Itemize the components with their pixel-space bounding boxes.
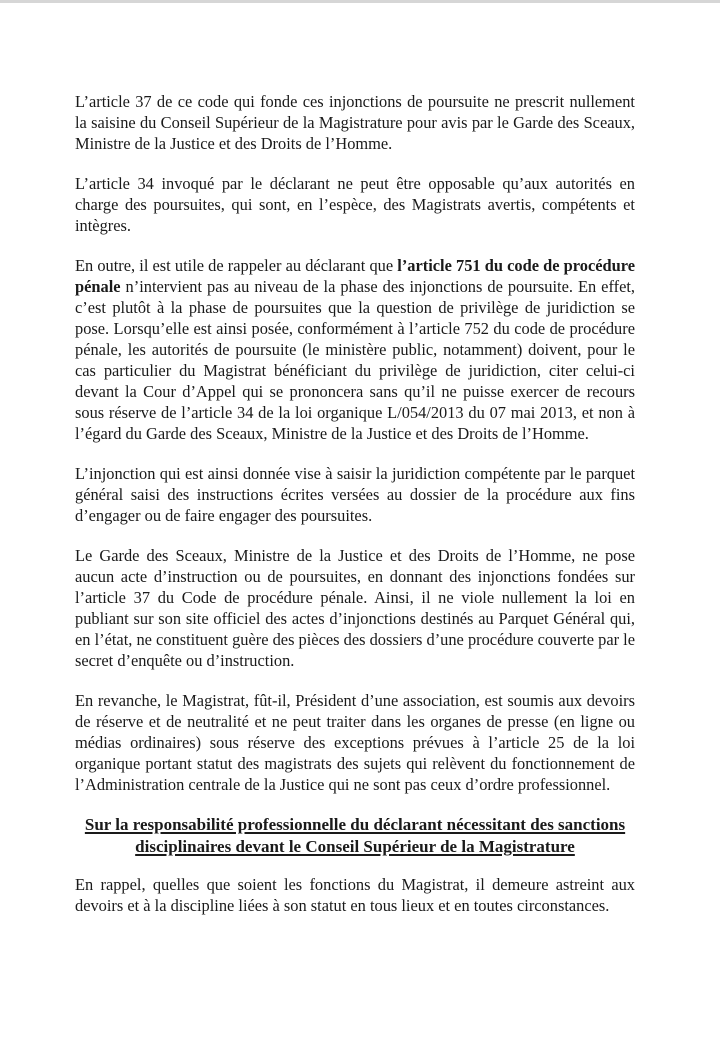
paragraph-article-34: L’article 34 invoqué par le déclarant ne peut être opposable qu’aux autorités en charge des poursuites, qui sont, en l’espèce, des Magistrats avertis, compétents et intègres. bbox=[75, 174, 635, 235]
page-top-edge bbox=[0, 0, 720, 3]
document-page bbox=[75, 91, 635, 935]
bold-reference-article-751: l’article 751 du code de procédure pénale bbox=[75, 256, 635, 296]
section-heading bbox=[75, 814, 635, 858]
paragraph-article-751-body: n’intervient pas au niveau de la phase des injonctions de poursuite. En effet, c’est plutôt à la phase de poursuites que la question de privilège de juridiction se pose. Lorsqu’elle est ainsi posée, conformément à l’article 752 du code de procédure pénale, les autorités de poursuite (le ministère public, notamment) doivent, pour le cas particulier du Magistrat bénéficiant du privilège de juridiction, citer celui-ci devant la Cour d’Appel qui se prononcera sans qu’il ne puisse exercer de recours sous réserve de l’article 34 de la loi organique L/054/2013 du 07 mai 2013, et non à l’égard du Garde des Sceaux, Ministre de la Justice et des Droits de l’Homme. bbox=[75, 277, 635, 443]
paragraph-en-rappel: En rappel, quelles que soient les fonctions du Magistrat, il demeure astreint aux devoirs et à la discipline liées à son statut en tous lieux et en toutes circonstances. bbox=[75, 875, 635, 915]
paragraph-article-751 bbox=[75, 255, 635, 444]
paragraph-garde-des-sceaux: Le Garde des Sceaux, Ministre de la Justice et des Droits de l’Homme, ne pose aucun acte d’instruction ou de poursuites, en donnant des injonctions fondées sur l’article 37 du Code de procédure pénale. Ainsi, il ne viole nullement la loi en publiant sur son site officiel des actes d’injonctions destinés au Parquet Général qui, en l’état, ne constituent guère des pièces des dossiers d’une procédure couverte par le secret d’enquête ou d’instruction. bbox=[75, 546, 635, 670]
paragraph-injonction: L’injonction qui est ainsi donnée vise à saisir la juridiction compétente par le parquet général saisi des instructions écrites versées au dossier de la procédure aux fins d’engager ou de faire engager des poursuites. bbox=[75, 464, 635, 525]
paragraph-en-revanche: En revanche, le Magistrat, fût-il, Président d’une association, est soumis aux devoirs de réserve et de neutralité et ne peut traiter dans les organes de presse (en ligne ou médias ordinaires) sous réserve des exceptions prévues à l’article 25 de la loi organique portant statut des magistrats des sujets qui relèvent du fonctionnement de l’Administration centrale de la Justice qui ne sont pas ceux d’ordre professionnel. bbox=[75, 691, 635, 794]
section-heading-text: Sur la responsabilité professionnelle du déclarant nécessitant des sanctions disciplinaires devant le Conseil Supérieur de la Magistrature bbox=[84, 815, 626, 856]
paragraph-article-37: L’article 37 de ce code qui fonde ces injonctions de poursuite ne prescrit nullement la saisine du Conseil Supérieur de la Magistrature pour avis par le Garde des Sceaux, Ministre de la Justice et des Droits de l’Homme. bbox=[75, 92, 635, 153]
paragraph-article-751-intro: En outre, il est utile de rappeler au déclarant que bbox=[75, 256, 398, 275]
